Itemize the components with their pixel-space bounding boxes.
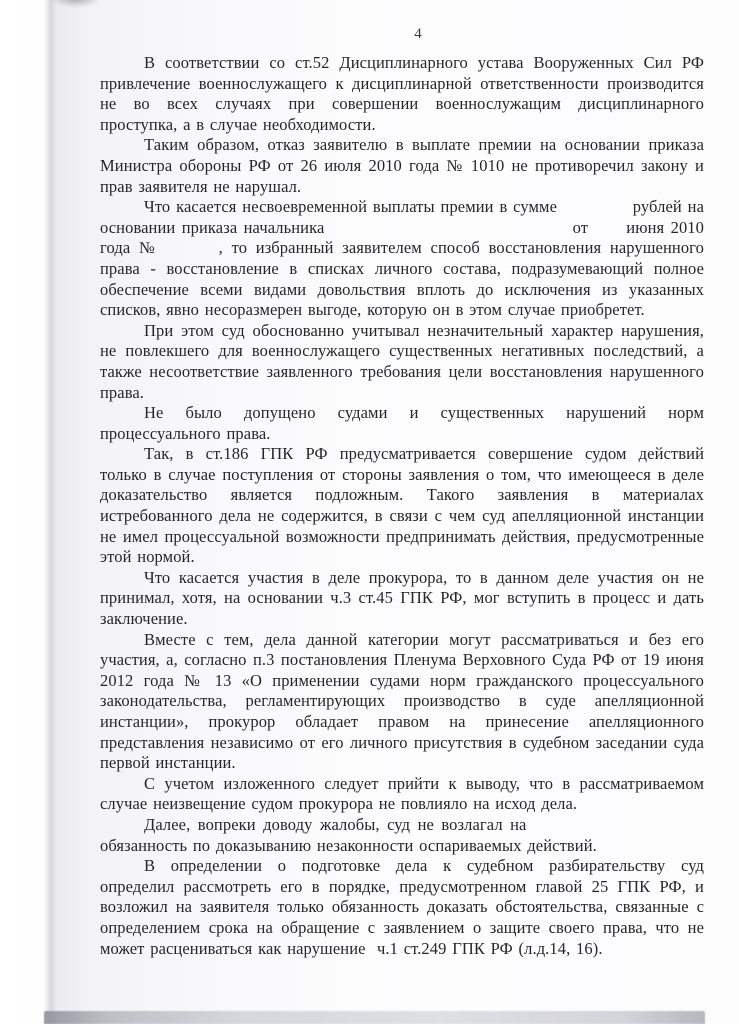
scan-artifact-bottom-shadow [44, 1011, 705, 1024]
paragraph: Что касается участия в деле прокурора, то в данном деле участия он не принимал, хотя, на основании ч.3 ст.45 ГПК РФ, мог вступить в процесс и дать заключение. [100, 567, 704, 629]
paragraph: С учетом изложенного следует прийти к выводу, что в рассматриваемом случае неизвещение судом прокурора не повлияло на исход дела. [100, 773, 704, 814]
paragraph: Таким образом, отказ заявителю в выплате премии на основании приказа Министра обороны РФ от 26 июля 2010 года № 1010 не противоречил закону и прав заявителя не нарушал. [100, 135, 704, 196]
document-text-block [100, 26, 704, 959]
paragraph: Так, в ст.186 ГПК РФ предусматривается совершение судом действий только в случае поступления от стороны заявления о том, что имеющееся в деле доказательство является подложным. Такого заявления в материалах истребованного дела не содержится, в связи с чем суд апелляционной инстанции не имел процессуальной возможности предпринимать действия, предусмотренные этой нормой. [100, 444, 704, 567]
page-number: 4 [414, 26, 422, 42]
paragraph: При этом суд обоснованно учитывал незначительный характер нарушения, не повлекшего для военнослужащего существенных негативных последствий, а также несоответствие заявленного требования цели восстановления нарушенного права. [100, 320, 704, 402]
paragraph: Вместе с тем, дела данной категории могут рассматриваться и без его участия, а, согласно п.3 постановления Пленума Верховного Суда РФ от 19 июня 2012 года № 13 «О применении судами норм гражданского процессуального законодательства, регламентирующих производство в суде апелляционной инстанции», прокурор обладает правом на принесение апелляционного представления независимо от его личного присутствия в судебном заседании суда первой инстанции. [100, 629, 704, 773]
paragraph: Далее, вопреки доводу жалобы, суд не возлагал на обязанность по доказыванию незаконности оспариваемых действий. [100, 814, 704, 855]
scan-artifact-top-edge [50, 0, 102, 8]
paragraph: Что касается несвоевременной выплаты премии в сумме рублей на основании приказа начальника от июня 2010 года № , то избранный заявителем способ восстановления нарушенного права - восстановление в списках личного состава, подразумевающий полное обеспечение всеми видами довольствия вплоть до исключения из указанных списков, явно несоразмерен выгоде, которую он в этом случае приобретет. [100, 197, 704, 320]
paragraph: В соответствии со ст.52 Дисциплинарного устава Вооруженных Сил РФ привлечение военнослужащего к дисциплинарной ответственности производится не во всех случаях при совершении военнослужащим дисциплинарного проступка, а в случае необходимости. [100, 53, 704, 134]
paragraph: Не было допущено судами и существенных нарушений норм процессуального права. [100, 403, 704, 443]
paragraph: В определении о подготовке дела к судебном разбирательству суд определил рассмотреть его в порядке, предусмотренном главой 25 ГПК РФ, и возложил на заявителя только обязанность доказать обстоятельства, связанные с определением срока на обращение с заявлением о защите своего права, что не может расцениваться как нарушение ч.1 ст.249 ГПК РФ (л.д.14, 16). [100, 856, 704, 958]
